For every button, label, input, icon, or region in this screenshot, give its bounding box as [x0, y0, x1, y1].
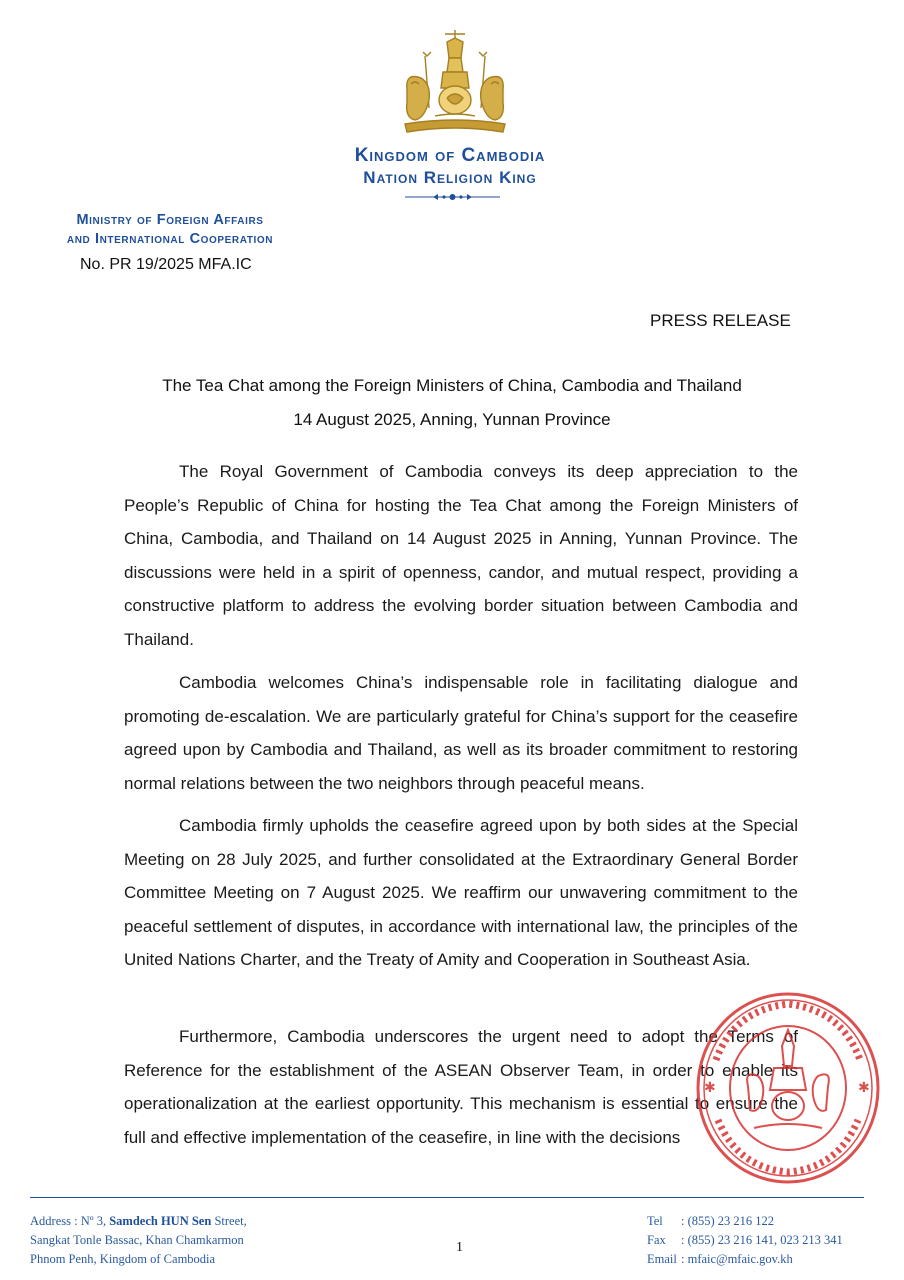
page-number: 1	[456, 1240, 463, 1255]
document-title: The Tea Chat among the Foreign Ministers of China, Cambodia and Thailand	[162, 376, 742, 395]
document-date-location: 14 August 2025, Anning, Yunnan Province	[293, 410, 611, 429]
body-paragraph-1: The Royal Government of Cambodia conveys its deep appreciation to the People’s Republic of China for hosting the Tea Chat among the Foreign Ministers of China, Cambodia, and Thailand on 14 August 2025 in Anning, Yunnan Province. The discussions were held in a spirit of openness, candor, and mutual respect, providing a constructive platform to address the evolving border situation between Cambodia and Thailand.	[124, 462, 798, 649]
address-suffix: Street,	[211, 1214, 247, 1228]
document-type-label: PRESS RELEASE	[650, 311, 791, 330]
ministry-name-line2: and International Cooperation	[66, 231, 274, 247]
address-line2: Sangkat Tonle Bassac, Khan Chamkarmon	[30, 1233, 244, 1247]
ornament-divider-icon	[405, 190, 500, 204]
svg-text:✱: ✱	[704, 1080, 716, 1096]
email-value: : mfaic@mfaic.gov.kh	[681, 1252, 793, 1266]
fax-label: Fax	[647, 1233, 666, 1247]
national-motto: Nation Religion King	[363, 168, 537, 187]
footer-address	[30, 1212, 247, 1269]
tel-label: Tel	[647, 1214, 663, 1228]
footer-divider	[30, 1197, 864, 1198]
address-street: Samdech HUN Sen	[109, 1214, 212, 1228]
reference-number: No. PR 19/2025 MFA.IC	[80, 256, 252, 273]
svg-text:✱: ✱	[858, 1080, 870, 1096]
ministry-name-line1: Ministry of Foreign Affairs	[76, 212, 264, 228]
body-paragraph-4: Furthermore, Cambodia underscores the urgent need to adopt the Terms of Reference for the establishment of the ASEAN Observer Team, in order to enable its operationalization at the earliest opportunity. This mechanism is essential to ensure the full and effective implementation of the ceasefire, in line with the decisions	[124, 1027, 798, 1147]
ministry-red-seal-icon	[694, 990, 882, 1186]
fax-value: : (855) 23 216 141, 023 213 341	[681, 1233, 843, 1247]
tel-value: : (855) 23 216 122	[681, 1214, 775, 1228]
address-line3: Phnom Penh, Kingdom of Cambodia	[30, 1252, 216, 1266]
royal-coat-of-arms-icon	[395, 28, 515, 140]
body-paragraph-2: Cambodia welcomes China’s indispensable role in facilitating dialogue and promoting de-escalation. We are particularly grateful for China’s support for the ceasefire agreed upon by Cambodia and Thailand, as well as its broader commitment to restoring normal relations between the two neighbors through peaceful means.	[124, 673, 798, 793]
kingdom-title: Kingdom of Cambodia	[354, 145, 546, 166]
address-prefix: Address : Nº 3,	[30, 1214, 110, 1228]
email-label: Email	[647, 1252, 677, 1266]
body-paragraph-3: Cambodia firmly upholds the ceasefire agreed upon by both sides at the Special Meeting on 28 July 2025, and further consolidated at the Extraordinary General Border Committee Meeting on 7 August 2025. We reaffirm our unwavering commitment to the peaceful settlement of disputes, in accordance with international law, the principles of the United Nations Charter, and the Treaty of Amity and Cooperation in Southeast Asia.	[124, 816, 798, 970]
footer-contact	[647, 1212, 843, 1269]
